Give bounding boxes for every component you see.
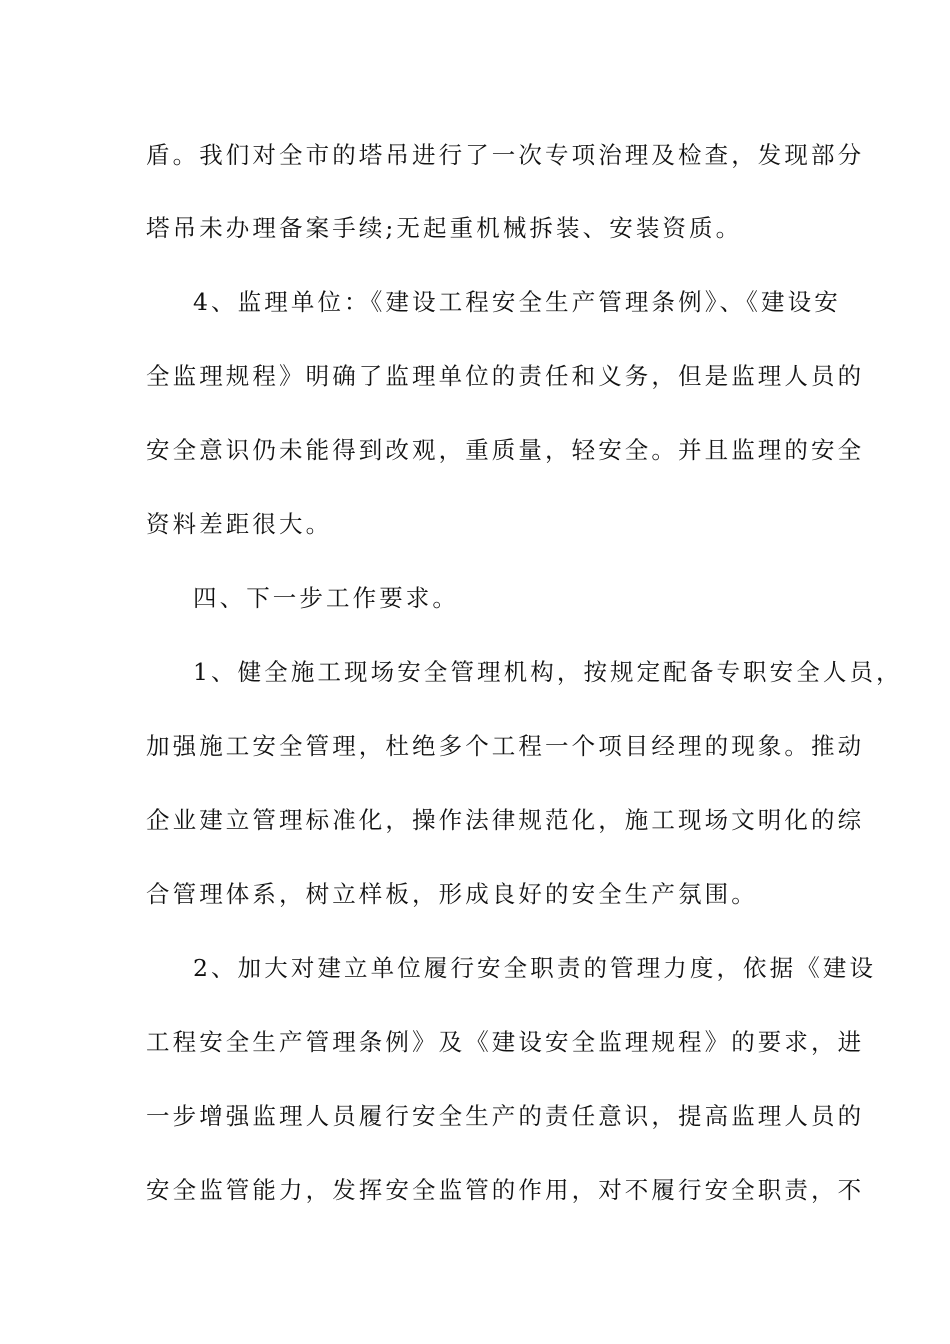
text-line: 工程安全生产管理条例》及《建设安全监理规程》的要求，进 (146, 1028, 865, 1056)
text-line: 企业建立管理标准化，操作法律规范化，施工现场文明化的综 (146, 806, 865, 834)
text-line: 盾。我们对全市的塔吊进行了一次专项治理及检查，发现部分 (146, 141, 865, 169)
paragraph-heading: 1、健全施工现场安全管理机构，按规定配备专职安全人员， (193, 658, 903, 686)
text-line: 加强施工安全管理，杜绝多个工程一个项目经理的现象。推动 (146, 732, 865, 760)
text-line: 资料差距很大。 (146, 510, 333, 538)
text-line: 塔吊未办理备案手续;无起重机械拆装、安装资质。 (146, 214, 743, 242)
text-line: 一步增强监理人员履行安全生产的责任意识，提高监理人员的 (146, 1102, 865, 1130)
text-line: 全监理规程》明确了监理单位的责任和义务，但是监理人员的 (146, 362, 865, 390)
text-line: 安全监管能力，发挥安全监管的作用，对不履行安全职责，不 (146, 1176, 865, 1204)
section-heading: 四、下一步工作要求。 (193, 584, 459, 612)
text-line: 合管理体系，树立样板，形成良好的安全生产氛围。 (146, 880, 758, 908)
paragraph-heading: 2、加大对建立单位履行安全职责的管理力度，依据《建设 (193, 954, 877, 982)
paragraph-heading: 4、监理单位：《建设工程安全生产管理条例》、《建设安 (193, 288, 841, 316)
text-line: 安全意识仍未能得到改观，重质量，轻安全。并且监理的安全 (146, 436, 865, 464)
